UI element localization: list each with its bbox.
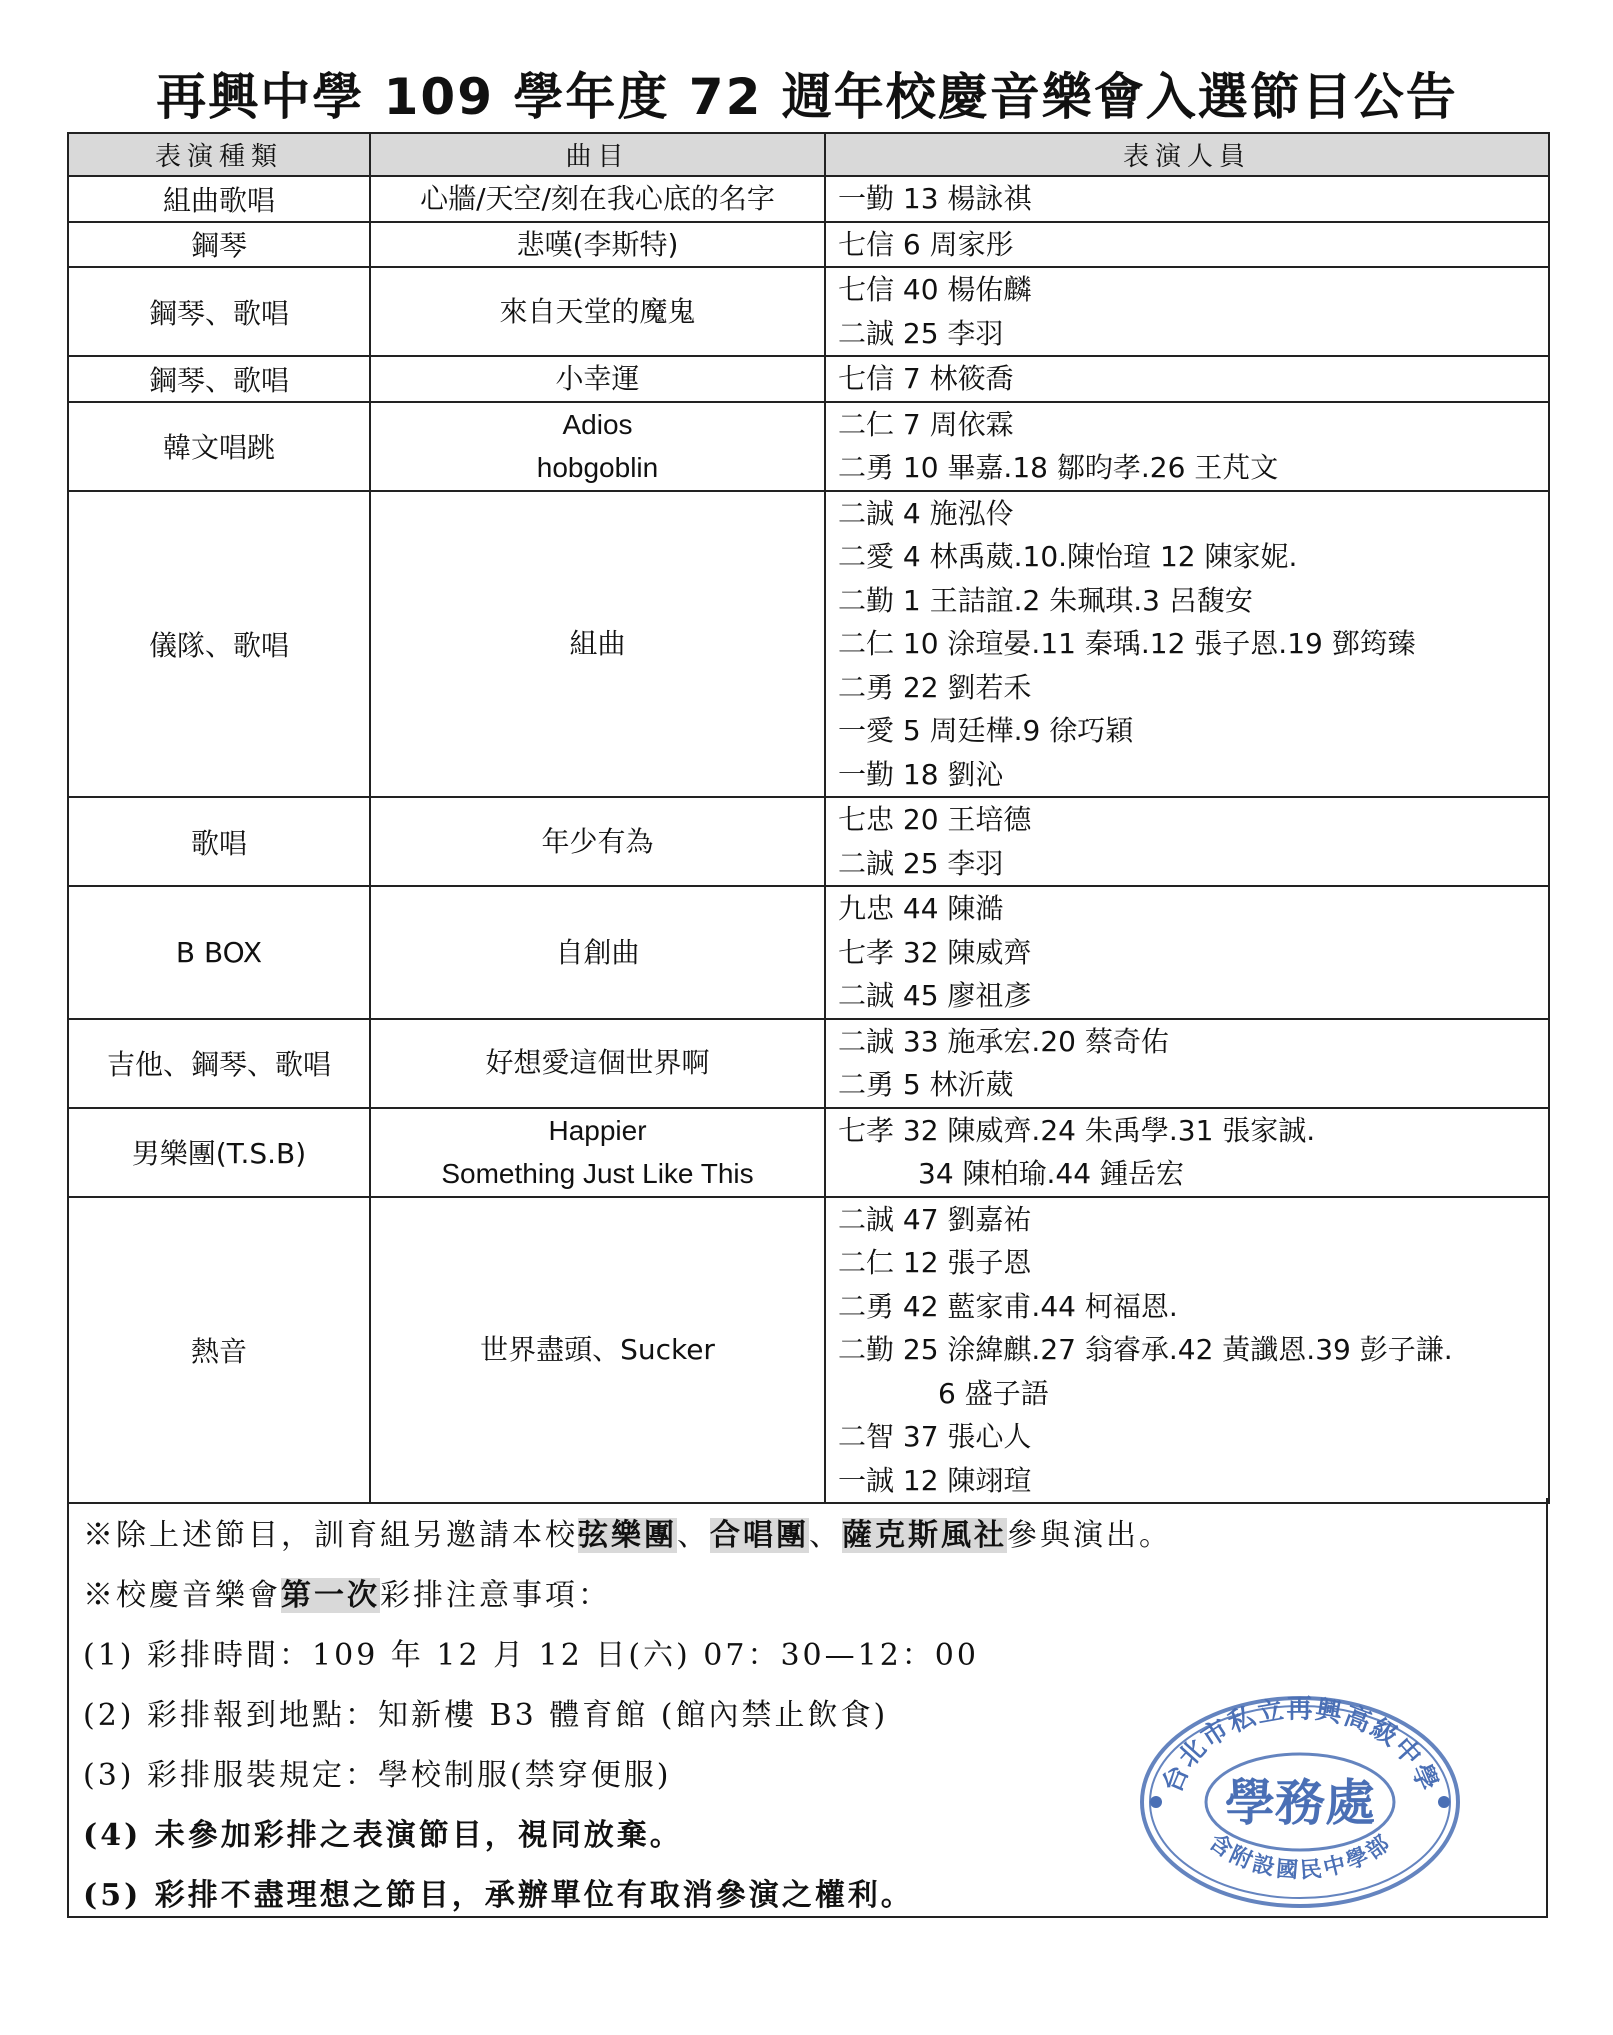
- program-table: [67, 132, 1550, 1504]
- performer-line: 二勇 42 藍家甫.44 柯福恩.: [838, 1289, 1178, 1323]
- song-title: 年少有為: [541, 824, 654, 858]
- seal-bottom-text: 含附設國民中學部: [1204, 1828, 1397, 1884]
- performer-line: 二誠 4 施泓伶: [838, 496, 1014, 530]
- performer-line: 七信 40 楊佑麟: [838, 273, 1032, 306]
- cell-performers: [825, 402, 1549, 491]
- note-text: ※除上述節目，訓育組另邀請本校: [83, 1518, 578, 1553]
- choir-label: 合唱團: [710, 1518, 809, 1553]
- table-row: [68, 267, 1549, 356]
- performer-line: 二勇 10 畢嘉.18 鄒昀孝.26 王芃文: [838, 451, 1279, 484]
- note-invited-groups: [83, 1512, 1172, 1560]
- performer-line: 二仁 7 周依霖: [838, 407, 1014, 441]
- cell-category: 吉他、鋼琴、歌唱: [68, 1019, 370, 1108]
- performer-line: 七信 6 周家彤: [838, 227, 1014, 261]
- cell-category: 韓文唱跳: [68, 402, 370, 491]
- performer-line: 二誠 47 劉嘉祐: [838, 1202, 1032, 1236]
- song-title: 世界盡頭、Sucker: [480, 1333, 715, 1366]
- header-category: 表演種類: [68, 133, 370, 176]
- cell-category: 鋼琴、歌唱: [68, 356, 370, 402]
- cell-performers: [825, 797, 1549, 886]
- office-seal-stamp: [1138, 1690, 1463, 1910]
- cell-performers: [825, 222, 1549, 268]
- performer-line: 七信 7 林筱喬: [838, 362, 1014, 395]
- performer-line: 二誠 25 李羽: [838, 846, 1004, 880]
- cell-song: [370, 356, 825, 402]
- song-title: 小幸運: [555, 362, 640, 395]
- cell-category: 組曲歌唱: [68, 176, 370, 222]
- cell-song: [370, 886, 825, 1019]
- note-item-dress-code: (3) 彩排服裝規定：學校制服(禁穿便服): [83, 1758, 672, 1793]
- note-item-absence-rule: (4) 未參加彩排之表演節目，視同放棄。: [83, 1818, 683, 1853]
- song-title: Something Just Like This: [441, 1158, 754, 1189]
- cell-performers: [825, 267, 1549, 356]
- cell-song: [370, 222, 825, 268]
- song-title: Happier: [548, 1114, 647, 1146]
- table-row: [68, 356, 1549, 402]
- table-row: [68, 1108, 1549, 1197]
- cell-song: [370, 1019, 825, 1108]
- table-row: [68, 222, 1549, 268]
- cell-performers: [825, 886, 1549, 1019]
- cell-song: [370, 1108, 825, 1197]
- performer-line: 一勤 13 楊詠祺: [838, 182, 1032, 215]
- table-row: [68, 886, 1549, 1019]
- cell-category: 男樂團(T.S.B): [68, 1108, 370, 1197]
- song-title: Adios: [562, 408, 633, 440]
- cell-category: 鋼琴: [68, 222, 370, 268]
- song-title: 來自天堂的魔鬼: [499, 294, 696, 328]
- cell-category: B BOX: [68, 886, 370, 1019]
- cell-song: [370, 1197, 825, 1504]
- performer-line: 一勤 18 劉沁: [838, 757, 1004, 791]
- performer-line: 6 盛子語: [938, 1376, 1049, 1410]
- song-title: 自創曲: [555, 935, 640, 969]
- table-row: [68, 402, 1549, 491]
- performer-line: 九忠 44 陳澔: [838, 892, 1004, 925]
- performer-line: 七孝 32 陳威齊: [838, 935, 1032, 969]
- cell-performers: [825, 491, 1549, 798]
- performer-line: 二誠 33 施承宏.20 蔡奇佑: [838, 1024, 1169, 1058]
- note-rehearsal-heading: [83, 1572, 611, 1620]
- performer-line: 二勤 1 王詰誼.2 朱珮琪.3 呂馥安: [838, 583, 1253, 617]
- note-item-cancel-rule: (5) 彩排不盡理想之節目，承辦單位有取消參演之權利。: [83, 1878, 914, 1913]
- song-title: 悲嘆(李斯特): [516, 227, 679, 261]
- table-row: [68, 1019, 1549, 1108]
- note-item-time: (1) 彩排時間：109 年 12 月 12 日(六) 07：30—12：00: [83, 1638, 979, 1673]
- performer-line: 七孝 32 陳威齊.24 朱禹學.31 張家誠.: [838, 1113, 1316, 1147]
- cell-song: [370, 797, 825, 886]
- cell-performers: [825, 1019, 1549, 1108]
- performer-line: 二誠 25 李羽: [838, 316, 1004, 350]
- page-title: 再興中學 109 學年度 72 週年校慶音樂會入選節目公告: [156, 68, 1458, 126]
- performer-line: 二勤 25 涂緯麒.27 翁睿承.42 黃讖恩.39 彭子謙.: [838, 1333, 1453, 1366]
- note-text: 參與演出。: [1007, 1518, 1172, 1553]
- first-rehearsal-label: 第一次: [281, 1578, 380, 1613]
- table-row: [68, 1197, 1549, 1504]
- table-header-row: [68, 133, 1549, 176]
- song-title: 心牆/天空/刻在我心底的名字: [420, 182, 775, 215]
- performer-line: 二仁 12 張子恩: [838, 1246, 1032, 1279]
- cell-performers: [825, 1108, 1549, 1197]
- performer-line: 一誠 12 陳翊瑄: [838, 1463, 1032, 1497]
- cell-category: 歌唱: [68, 797, 370, 886]
- note-text: 彩排注意事項：: [380, 1578, 611, 1613]
- note-text: ※校慶音樂會: [83, 1578, 281, 1613]
- table-row: [68, 176, 1549, 222]
- cell-category: 鋼琴、歌唱: [68, 267, 370, 356]
- performer-line: 二勇 5 林沂葳: [838, 1068, 1014, 1101]
- performer-line: 七忠 20 王培德: [838, 803, 1032, 836]
- header-song: 曲目: [370, 133, 825, 176]
- song-title: hobgoblin: [536, 452, 659, 483]
- table-row: [68, 491, 1549, 798]
- performer-line: 34 陳柏瑜.44 鍾岳宏: [918, 1157, 1184, 1190]
- cell-song: [370, 491, 825, 798]
- song-title: 組曲: [569, 627, 626, 660]
- performer-line: 二誠 45 廖祖彥: [838, 979, 1032, 1012]
- cell-performers: [825, 1197, 1549, 1504]
- cell-performers: [825, 356, 1549, 402]
- cell-song: [370, 402, 825, 491]
- performer-line: 二愛 4 林禹葳.10.陳怡瑄 12 陳家妮.: [838, 540, 1298, 573]
- table-row: [68, 797, 1549, 886]
- header-performers: 表演人員: [825, 133, 1549, 176]
- performer-line: 二仁 10 涂瑄晏.11 秦瑀.12 張子恩.19 鄧筠臻: [838, 627, 1416, 660]
- cell-category: 儀隊、歌唱: [68, 491, 370, 798]
- cell-category: 熱音: [68, 1197, 370, 1504]
- cell-song: [370, 267, 825, 356]
- separator: 、: [809, 1518, 842, 1553]
- performer-line: 二智 37 張心人: [838, 1420, 1032, 1453]
- song-title: 好想愛這個世界啊: [485, 1046, 710, 1080]
- separator: 、: [677, 1518, 710, 1553]
- cell-performers: [825, 176, 1549, 222]
- performer-line: 二勇 22 劉若禾: [838, 670, 1032, 704]
- note-item-location: (2) 彩排報到地點：知新樓 B3 體育館 (館內禁止飲食): [83, 1698, 889, 1733]
- performer-line: 一愛 5 周廷樺.9 徐巧穎: [838, 714, 1134, 747]
- saxophone-club-label: 薩克斯風社: [842, 1518, 1007, 1553]
- cell-song: [370, 176, 825, 222]
- seal-top-text: 台北市私立再興高級中學: [1157, 1694, 1444, 1798]
- seal-center-text: 學務處: [1225, 1773, 1375, 1832]
- string-orchestra-label: 弦樂團: [578, 1518, 677, 1553]
